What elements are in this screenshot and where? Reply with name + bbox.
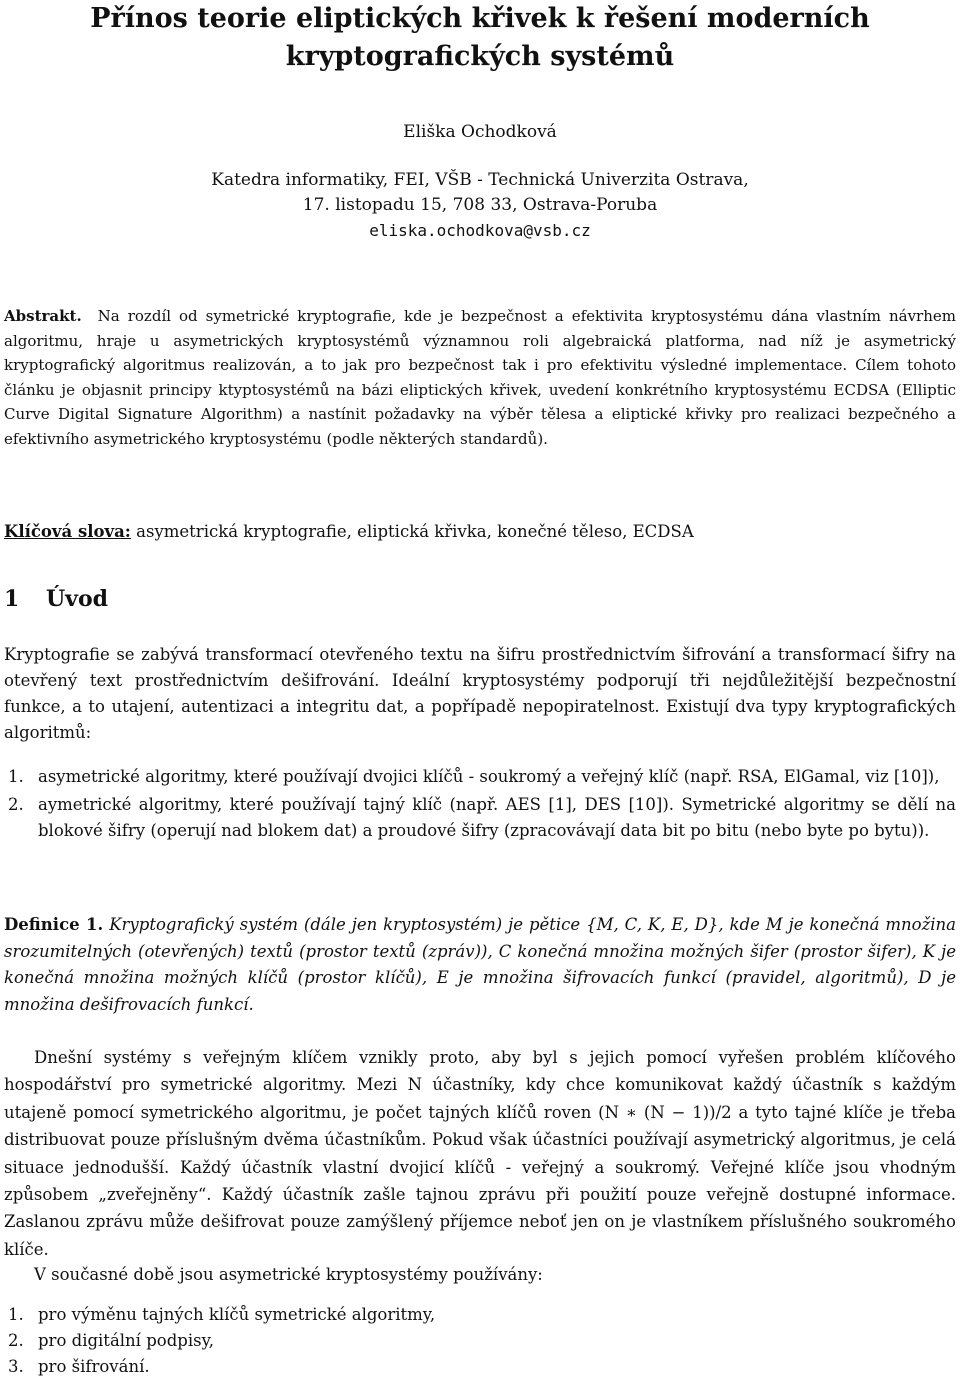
section-heading xyxy=(4,582,108,616)
affiliation-line-2: 17. listopadu 15, 708 33, Ostrava-Poruba xyxy=(302,195,658,215)
usage-list xyxy=(4,1302,956,1380)
list-item xyxy=(4,1328,956,1354)
intro-paragraph: Kryptografie se zabývá transformací otevřeného textu na šifru prostřednictvím šifrování a transformací šifry na otevřený text prostřednictvím dešifrování. Ideální kryptosystémy podporují tři nejdůležitější bezpečnostní funkce, a to utajení, autentizaci a integritu dat, a popřípadě nepopiratelnost. Existují dva typy kryptografických algoritmů: xyxy=(4,645,956,742)
abstract-label: Abstrakt. xyxy=(4,307,82,325)
abstract xyxy=(4,304,956,451)
algorithm-types-list xyxy=(4,764,956,844)
keywords-label: Klíčová slova: xyxy=(4,522,131,541)
list-item-text: pro digitální podpisy, xyxy=(38,1331,214,1350)
list-item xyxy=(4,792,956,844)
affiliation-line-1: Katedra informatiky, FEI, VŠB - Technická Univerzita Ostrava, xyxy=(211,170,749,190)
section-number: 1 xyxy=(4,586,20,612)
definition-text: Kryptografický systém (dále jen kryptosystém) je pětice {M, C, K, E, D}, kde M je konečná množina srozumitelných (otevřených) textů (prostor textů (zpráv)), C konečná množina možných šifer (prostor šifer), K je konečná množina možných klíčů (prostor klíčů), E je množina šifrovacích funkcí (pravidel, algoritmů), D je množina dešifrovacích funkcí. xyxy=(4,915,957,1014)
list-item-text: pro výměnu tajných klíčů symetrické algoritmy, xyxy=(38,1305,436,1324)
keywords-text: asymetrická kryptografie, eliptická křivka, konečné těleso, ECDSA xyxy=(136,522,694,541)
title-line-2: kryptografických systémů xyxy=(285,41,675,72)
definition-block xyxy=(4,912,956,1018)
list-item-text: asymetrické algoritmy, které používají dvojici klíčů - soukromý a veřejný klíč (např. RSA, ElGamal, viz [10]), xyxy=(38,767,940,786)
keywords xyxy=(4,520,956,544)
list-item xyxy=(4,1302,956,1328)
usage-intro-paragraph: V současné době jsou asymetrické kryptosystémy používány: xyxy=(34,1265,543,1284)
author-email: eliska.ochodkova@vsb.cz xyxy=(369,221,591,240)
list-item xyxy=(4,1354,956,1380)
affiliation xyxy=(0,168,960,243)
section-title: Úvod xyxy=(46,586,109,612)
abstract-text: Na rozdíl od symetrické kryptografie, kde je bezpečnost a efektivita kryptosystému dána vlastním návrhem algoritmu, hraje u asymetrických kryptosystémů významnou roli algebraická platforma, nad níž je asymetrický kryptografický algoritmus realizován, a to jak pro bezpečnost tak i pro efektivitu výsledné implementace. Cílem tohoto článku je objasnit principy ktyptosystémů na bázi eliptických křivek, uvedení konkrétního kryptosystému ECDSA (Elliptic Curve Digital Signature Algorithm) a nastínit požadavky na výběr tělesa a eliptické křivky pro realizaci bezpečného a efektivního asymetrického kryptosystému (podle některých standardů). xyxy=(4,307,956,448)
public-key-paragraph: Dnešní systémy s veřejným klíčem vznikly proto, aby byl s jejich pomocí vyřešen problém klíčového hospodářství pro symetrické algoritmy. Mezi N účastníky, kdy chce komunikovat každý účastník s každým utajeně pomocí symetrického algoritmu, je počet tajných klíčů roven (N ∗ (N − 1))/2 a tyto tajné klíče je třeba distribuovat pouze příslušným dvěma účastníkům. Pokud však účastníci používají asymetrický algoritmus, je celá situace jednodušší. Každý účastník vlastní dvojicí klíčů - veřejný a soukromý. Veřejné klíče jsou vhodným způsobem „zveřejněny“. Každý účastník zašle tajnou zprávu při použití pouze veřejně dostupné informace. Zaslanou zprávu může dešifrovat pouze zamýšlený příjemce neboť jen on je vlastníkem příslušného soukromého klíče. xyxy=(4,1048,956,1259)
definition-label: Definice 1. xyxy=(4,915,104,934)
author-name: Eliška Ochodková xyxy=(403,122,557,142)
paper-title xyxy=(0,0,960,76)
title-line-1: Přínos teorie eliptických křivek k řešení moderních xyxy=(90,3,870,34)
list-item-text: pro šifrování. xyxy=(38,1357,150,1376)
list-item-text: aymetrické algoritmy, které používají tajný klíč (např. AES [1], DES [10]). Symetrické algoritmy se dělí na blokové šifry (operují nad blokem dat) a proudové šifry (zpracovávají data bit po bitu (nebo byte po bytu)). xyxy=(38,795,956,840)
list-marker: 1. xyxy=(8,767,24,786)
list-marker: 2. xyxy=(8,1331,24,1350)
list-marker: 2. xyxy=(8,795,24,814)
list-marker: 1. xyxy=(8,1305,24,1324)
list-marker: 3. xyxy=(8,1357,24,1376)
list-item xyxy=(4,764,956,790)
